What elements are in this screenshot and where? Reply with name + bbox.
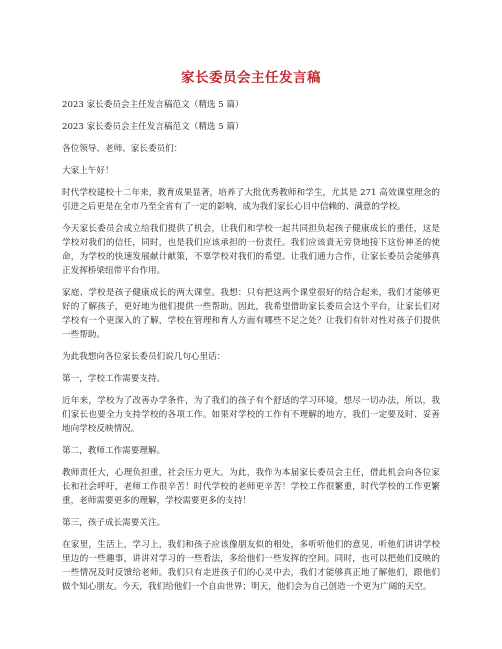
heading-point-3: 第三，孩子成长需要关注。 xyxy=(62,518,166,528)
subtitle-line-2: 2023 家长委员会主任发言稿范文（精选 5 篇） xyxy=(62,122,244,132)
paragraph-point-2: 教师责任大，心理负担重，社会压力更大。为此，我作为本届家长委员会主任，借此机会向各位家长和社会呼吁，老师工作很辛苦！时代学校的老师更辛苦！学校工作很繁重，时代学校的工作更繁重，老师需要更多的理解，学校需要更多的支持！ xyxy=(62,468,440,506)
greeting: 大家上午好！ xyxy=(62,166,114,176)
paragraph-point-1: 近年来，学校为了改善办学条件，为了我们的孩子有个舒适的学习环境，想尽一切办法，所以，我们家长也要全力支持学校的各项工作。如果对学校的工作有不理解的地方，我们一定要及时、妥善地向学校反映情况。 xyxy=(62,396,440,434)
paragraph-intro-remarks: 为此我想向各位家长委员们说几句心里话： xyxy=(62,352,226,362)
subtitle-line-1: 2023 家长委员会主任发言稿范文（精选 5 篇） xyxy=(62,100,244,110)
paragraph-family-school: 家庭、学校是孩子健康成长的两大课堂。我想：只有把这两个课堂很好的结合起来，我们才能够更好的了解孩子，更好地为他们提供一些帮助。因此，我希望借助家长委员会这个平台，让家长们对学校有一个更深入的了解，学校在管理和育人方面有哪些不足之处？让我们有针对性对孩子们提供一些帮助。 xyxy=(62,288,440,340)
salutation: 各位领导、老师、家长委员们： xyxy=(62,144,183,154)
paragraph-committee: 今天家长委员会成立给我们提供了机会，让我们和学校一起共同担负起孩子健康成长的重任，这是学校对我们的信任，同时，也是我们应该承担的一份责任。我们应该責无旁贷地接下这份神圣的使命，为学校的快速发展献计献策，不辜学校对我们的希望。让我们通力合作，让家长委员会能够真正发挥桥梁纽带平台作用。 xyxy=(62,224,440,276)
paragraph-school-intro: 时代学校建校十二年来，教育成果显著，培养了大批优秀教师和学生，尤其是 271 高效课堂理念的引进之后更是在全市乃至全省有了一定的影响，成为我们家长心目中信赖的、满意的学校。 xyxy=(62,188,440,212)
heading-point-2: 第二，教师工作需要理解。 xyxy=(62,446,166,456)
paragraph-point-3: 在家里，生活上，学习上，我们和孩子应该像朋友似的相处，多听听他们的意见，听他们讲讲学校里边的一些趣事，讲讲对学习的一些看法，多给他们一些发挥的空间。同时，也可以把他们反映的一些情况及时反馈给老师。我们只有走进孩子们的心灵中去，我们才能够真正地了解他们，跟他们做个知心朋友。今天，我们给他们一个自由世界；明天，他们会为自己创造一个更为广阔的天空。 xyxy=(62,540,440,592)
document-title: 家长委员会主任发言稿 xyxy=(181,70,321,86)
document-body xyxy=(62,98,440,602)
heading-point-1: 第一，学校工作需要支持。 xyxy=(62,374,166,384)
